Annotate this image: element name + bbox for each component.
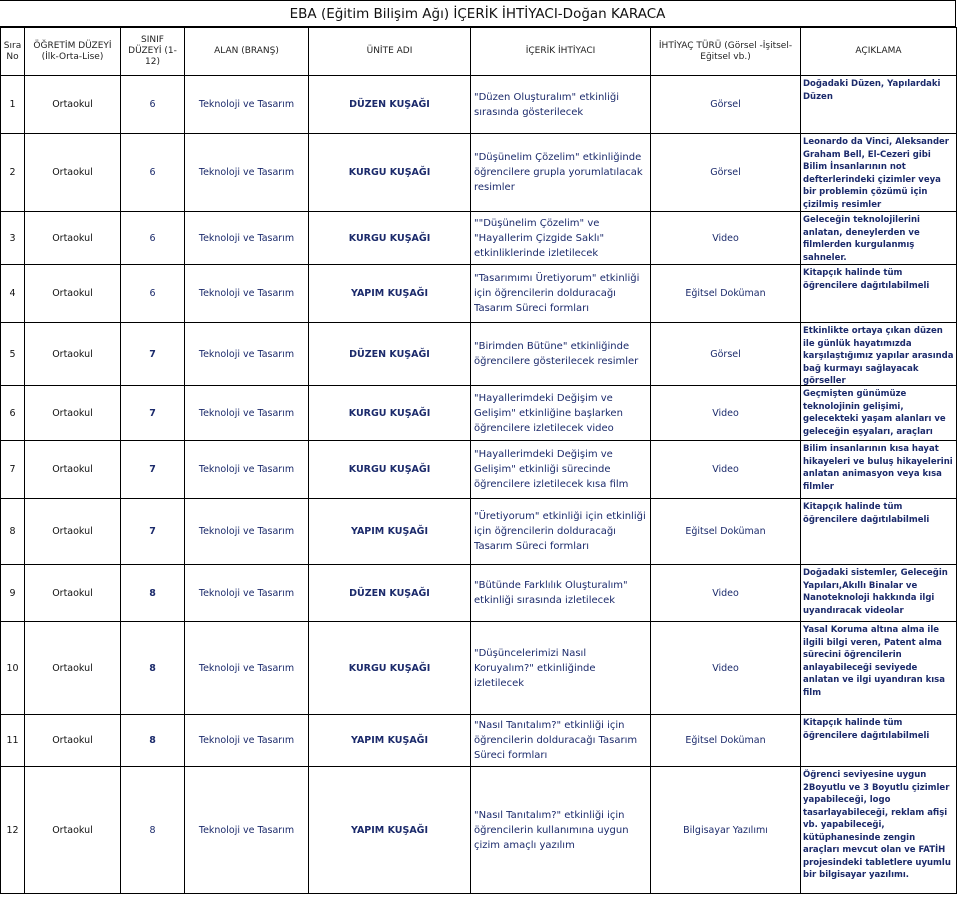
- table-row: [1, 212, 957, 265]
- cell-icerik-ihtiyaci-text: "Düşünelim Çözelim" etkinliğinde öğrencilere grupla yorumlatılacak resimler: [474, 152, 643, 193]
- cell-ihtiyac-turu: [651, 441, 801, 499]
- cell-unite-adi: [309, 622, 471, 715]
- cell-ogretim-duzeyi-text: Ortaokul: [52, 824, 93, 836]
- cell-ihtiyac-turu: [651, 767, 801, 894]
- cell-icerik-ihtiyaci-text: "Nasıl Tanıtalım?" etkinliği için öğrencilerin dolduracağı Tasarım Süreci formları: [474, 720, 638, 761]
- cell-sira-no-text: 10: [6, 662, 19, 674]
- cell-icerik-ihtiyaci: [471, 212, 651, 265]
- cell-sinif-duzeyi: [121, 265, 185, 323]
- cell-alan-text: Teknoloji ve Tasarım: [198, 526, 295, 537]
- header-aciklama: AÇIKLAMA: [801, 28, 957, 76]
- cell-unite-adi: [309, 499, 471, 565]
- cell-aciklama-text: Doğadaki sistemler, Geleceğin Yapıları,Akıllı Binalar ve Nanoteknoloji hakkında ilgi uyandıracak videolar: [803, 568, 948, 616]
- cell-sira-no: [1, 767, 25, 894]
- cell-icerik-ihtiyaci: [471, 715, 651, 767]
- cell-aciklama: [801, 134, 957, 212]
- cell-unite-adi: [309, 212, 471, 265]
- content-needs-table: [0, 27, 957, 894]
- table-row: [1, 622, 957, 715]
- cell-aciklama-text: Geçmişten günümüze teknolojinin gelişimi, gelecekteki yaşam alanları ve geleceğin eşyaları, araçları: [803, 389, 946, 437]
- table-row: [1, 715, 957, 767]
- cell-alan-text: Teknoloji ve Tasarım: [198, 288, 295, 299]
- cell-alan-text: Teknoloji ve Tasarım: [198, 662, 295, 674]
- cell-unite-adi: [309, 76, 471, 134]
- cell-sira-no: [1, 441, 25, 499]
- cell-alan-text: Teknoloji ve Tasarım: [198, 824, 295, 836]
- header-sira-no: Sıra No: [1, 28, 25, 76]
- cell-ogretim-duzeyi: [25, 134, 121, 212]
- cell-alan: [185, 622, 309, 715]
- cell-unite-adi-text: KURGU KUŞAĞI: [348, 232, 431, 244]
- cell-sira-no: [1, 212, 25, 265]
- cell-sinif-duzeyi-text: 8: [149, 662, 156, 674]
- cell-ogretim-duzeyi-text: Ortaokul: [52, 232, 93, 244]
- cell-alan-text: Teknoloji ve Tasarım: [198, 407, 295, 419]
- table-row: [1, 565, 957, 622]
- table-row: [1, 76, 957, 134]
- header-row: [1, 28, 957, 76]
- cell-icerik-ihtiyaci-text: ""Düşünelim Çözelim" ve "Hayallerim Çizgide Saklı" etkinliklerinde izletilecek: [474, 217, 605, 259]
- cell-alan-text: Teknoloji ve Tasarım: [198, 735, 295, 746]
- cell-ogretim-duzeyi-text: Ortaokul: [52, 288, 93, 299]
- cell-ogretim-duzeyi: [25, 323, 121, 386]
- cell-alan: [185, 265, 309, 323]
- table-row: [1, 767, 957, 894]
- cell-ogretim-duzeyi: [25, 265, 121, 323]
- cell-sinif-duzeyi: [121, 76, 185, 134]
- table-row: [1, 265, 957, 323]
- cell-sira-no: [1, 323, 25, 386]
- cell-unite-adi-text: YAPIM KUŞAĞI: [350, 824, 429, 836]
- cell-sinif-duzeyi: [121, 212, 185, 265]
- cell-ihtiyac-turu: [651, 134, 801, 212]
- cell-icerik-ihtiyaci: [471, 386, 651, 441]
- cell-sinif-duzeyi: [121, 715, 185, 767]
- cell-alan: [185, 441, 309, 499]
- cell-unite-adi-text: DÜZEN KUŞAĞI: [349, 348, 430, 360]
- cell-ogretim-duzeyi-text: Ortaokul: [52, 662, 93, 674]
- cell-sira-no-text: 8: [9, 526, 16, 537]
- cell-unite-adi: [309, 265, 471, 323]
- cell-unite-adi-text: KURGU KUŞAĞI: [348, 407, 431, 419]
- cell-sinif-duzeyi-text: 7: [149, 526, 156, 537]
- cell-sinif-duzeyi-text: 8: [149, 735, 156, 746]
- cell-ihtiyac-turu: [651, 565, 801, 622]
- cell-alan-text: Teknoloji ve Tasarım: [198, 99, 295, 110]
- cell-sira-no: [1, 76, 25, 134]
- cell-sinif-duzeyi-text: 6: [149, 167, 156, 178]
- table-row: [1, 386, 957, 441]
- cell-aciklama-text: Bilim insanlarının kısa hayat hikayeleri ve buluş hikayelerini anlatan animasyon veya kısa filmler: [803, 444, 953, 492]
- cell-ogretim-duzeyi-text: Ortaokul: [52, 464, 93, 475]
- cell-ogretim-duzeyi: [25, 212, 121, 265]
- cell-ihtiyac-turu-text: Video: [712, 407, 739, 419]
- cell-icerik-ihtiyaci-text: "Nasıl Tanıtalım?" etkinliği için öğrencilerin kullanımına uygun çizim amaçlı yazılım: [474, 809, 629, 851]
- cell-aciklama-text: Kitapçık halinde tüm öğrencilere dağıtılabilmeli: [803, 502, 930, 525]
- sheet-title: EBA (Eğitim Bilişim Ağı) İÇERİK İHTİYACI-Doğan KARACA: [0, 0, 956, 27]
- header-alan: ALAN (BRANŞ): [185, 28, 309, 76]
- cell-ihtiyac-turu: [651, 622, 801, 715]
- cell-ihtiyac-turu: [651, 715, 801, 767]
- cell-ihtiyac-turu-text: Görsel: [710, 99, 741, 110]
- cell-unite-adi-text: KURGU KUŞAĞI: [348, 464, 431, 475]
- cell-alan-text: Teknoloji ve Tasarım: [198, 587, 295, 599]
- cell-ihtiyac-turu-text: Video: [712, 464, 739, 475]
- cell-alan: [185, 565, 309, 622]
- cell-ogretim-duzeyi-text: Ortaokul: [52, 587, 93, 599]
- cell-unite-adi-text: YAPIM KUŞAĞI: [350, 735, 429, 746]
- cell-icerik-ihtiyaci-text: "Düzen Oluşturalım" etkinliği sırasında gösterilecek: [474, 91, 619, 118]
- cell-ihtiyac-turu: [651, 212, 801, 265]
- cell-alan-text: Teknoloji ve Tasarım: [198, 232, 295, 244]
- cell-sinif-duzeyi: [121, 622, 185, 715]
- cell-alan-text: Teknoloji ve Tasarım: [198, 464, 295, 475]
- cell-icerik-ihtiyaci-text: "Bütünde Farklılık Oluşturalım" etkinliği sırasında izletilecek: [474, 580, 628, 606]
- cell-unite-adi: [309, 715, 471, 767]
- cell-ihtiyac-turu-text: Eğitsel Doküman: [685, 288, 766, 299]
- cell-unite-adi: [309, 565, 471, 622]
- cell-sinif-duzeyi: [121, 767, 185, 894]
- cell-aciklama: [801, 265, 957, 323]
- cell-sira-no-text: 5: [9, 348, 16, 360]
- cell-aciklama: [801, 767, 957, 894]
- cell-aciklama-text: Öğrenci seviyesine uygun 2Boyutlu ve 3 Boyutlu çizimler yapabileceği, logo tasarlayabileceği, reklam afişi vb. yapabileceği, kütüphanesinde zengin araçları mevcut olan ve FATİH projesindeki tabletlere uyumlu bir bilgisayar yazılımı.: [803, 770, 951, 880]
- cell-aciklama: [801, 323, 957, 386]
- cell-aciklama-text: Geleceğin teknolojilerini anlatan, deneylerden ve filmlerden kurgulanmış sahneler.: [803, 215, 920, 263]
- table-row: [1, 134, 957, 212]
- cell-sira-no-text: 12: [6, 824, 19, 836]
- cell-alan: [185, 499, 309, 565]
- cell-icerik-ihtiyaci-text: "Üretiyorum" etkinliği için etkinliği için öğrencilerin dolduracağı Tasarım Süreci formları: [474, 511, 646, 552]
- cell-sira-no: [1, 134, 25, 212]
- cell-sira-no-text: 7: [9, 464, 16, 475]
- cell-unite-adi: [309, 134, 471, 212]
- cell-icerik-ihtiyaci-text: "Tasarımımı Üretiyorum" etkinliği için öğrencilerin dolduracağı Tasarım Süreci formları: [474, 273, 640, 314]
- cell-aciklama: [801, 499, 957, 565]
- cell-sinif-duzeyi-text: 7: [149, 348, 156, 360]
- cell-icerik-ihtiyaci: [471, 622, 651, 715]
- cell-ihtiyac-turu-text: Görsel: [710, 348, 741, 360]
- cell-sinif-duzeyi: [121, 323, 185, 386]
- cell-ihtiyac-turu-text: Eğitsel Doküman: [685, 735, 766, 746]
- cell-icerik-ihtiyaci: [471, 499, 651, 565]
- cell-sira-no: [1, 565, 25, 622]
- cell-unite-adi: [309, 767, 471, 894]
- cell-icerik-ihtiyaci-text: "Hayallerimdeki Değişim ve Gelişim" etkinliğine başlarken öğrencilere izletilecek video: [474, 392, 623, 434]
- cell-ihtiyac-turu-text: Görsel: [710, 167, 741, 178]
- cell-sinif-duzeyi-text: 6: [149, 288, 156, 299]
- cell-sira-no-text: 3: [9, 232, 16, 244]
- cell-ihtiyac-turu: [651, 76, 801, 134]
- header-unite-adi: ÜNİTE ADI: [309, 28, 471, 76]
- cell-aciklama: [801, 76, 957, 134]
- cell-sinif-duzeyi-text: 6: [149, 99, 156, 110]
- cell-ihtiyac-turu-text: Bilgisayar Yazılımı: [683, 824, 768, 836]
- cell-sinif-duzeyi-text: 8: [149, 587, 156, 599]
- cell-sinif-duzeyi-text: 6: [149, 232, 156, 244]
- cell-unite-adi: [309, 386, 471, 441]
- cell-aciklama-text: Yasal Koruma altına alma ile ilgili bilgi veren, Patent alma sürecini öğrencilerin anlayabileceği seviyede anlatan ve ilgi uyandıran kısa film: [803, 625, 945, 698]
- cell-alan: [185, 212, 309, 265]
- header-icerik-ihtiyaci: İÇERİK İHTİYACI: [471, 28, 651, 76]
- cell-sira-no: [1, 386, 25, 441]
- cell-sira-no: [1, 715, 25, 767]
- cell-ogretim-duzeyi-text: Ortaokul: [52, 348, 93, 360]
- cell-aciklama: [801, 441, 957, 499]
- cell-aciklama: [801, 715, 957, 767]
- cell-ogretim-duzeyi: [25, 622, 121, 715]
- cell-unite-adi: [309, 323, 471, 386]
- cell-ihtiyac-turu: [651, 323, 801, 386]
- cell-unite-adi: [309, 441, 471, 499]
- cell-sira-no: [1, 265, 25, 323]
- header-ihtiyac-turu: İHTİYAÇ TÜRÜ (Görsel -İşitsel- Eğitsel vb.): [651, 28, 801, 76]
- cell-alan: [185, 767, 309, 894]
- cell-alan-text: Teknoloji ve Tasarım: [198, 167, 295, 178]
- cell-ihtiyac-turu: [651, 265, 801, 323]
- cell-sinif-duzeyi: [121, 386, 185, 441]
- cell-ihtiyac-turu-text: Video: [712, 587, 739, 599]
- cell-icerik-ihtiyaci-text: "Hayallerimdeki Değişim ve Gelişim" etkinliği sürecinde öğrencilere izletilecek kısa film: [474, 449, 629, 490]
- cell-sinif-duzeyi: [121, 565, 185, 622]
- cell-aciklama-text: Kitapçık halinde tüm öğrencilere dağıtılabilmeli: [803, 718, 930, 741]
- table-row: [1, 499, 957, 565]
- cell-alan: [185, 323, 309, 386]
- cell-icerik-ihtiyaci-text: "Birimden Bütüne" etkinliğinde öğrencilere gösterilecek resimler: [474, 341, 639, 367]
- cell-aciklama-text: Doğadaki Düzen, Yapılardaki Düzen: [803, 79, 941, 102]
- cell-aciklama: [801, 212, 957, 265]
- cell-ogretim-duzeyi: [25, 76, 121, 134]
- cell-ogretim-duzeyi-text: Ortaokul: [52, 526, 93, 537]
- cell-unite-adi-text: YAPIM KUŞAĞI: [350, 526, 429, 537]
- cell-alan: [185, 715, 309, 767]
- cell-aciklama: [801, 386, 957, 441]
- cell-ogretim-duzeyi: [25, 441, 121, 499]
- cell-aciklama: [801, 565, 957, 622]
- cell-sira-no: [1, 499, 25, 565]
- cell-sira-no-text: 11: [6, 735, 19, 746]
- cell-alan-text: Teknoloji ve Tasarım: [198, 348, 295, 360]
- cell-ihtiyac-turu: [651, 386, 801, 441]
- cell-sira-no-text: 2: [9, 167, 16, 178]
- cell-sira-no-text: 4: [9, 288, 16, 299]
- cell-icerik-ihtiyaci: [471, 767, 651, 894]
- cell-aciklama-text: Etkinlikte ortaya çıkan düzen ile günlük hayatımızda karşılaştığımız yapılar arasında bağ kurmayı sağlayacak görseller: [803, 326, 954, 385]
- cell-alan: [185, 76, 309, 134]
- cell-unite-adi-text: DÜZEN KUŞAĞI: [349, 99, 430, 110]
- cell-aciklama-text: Leonardo da Vinci, Aleksander Graham Bell, El-Cezeri gibi Bilim İnsanlarının not defterlerindeki çizimler veya bir problemin çözümü için çizilmiş resimler: [803, 137, 949, 210]
- cell-alan: [185, 386, 309, 441]
- cell-aciklama-text: Kitapçık halinde tüm öğrencilere dağıtılabilmeli: [803, 268, 930, 291]
- cell-ogretim-duzeyi-text: Ortaokul: [52, 99, 93, 110]
- cell-ihtiyac-turu: [651, 499, 801, 565]
- cell-sinif-duzeyi-text: 8: [149, 824, 156, 836]
- cell-icerik-ihtiyaci: [471, 441, 651, 499]
- cell-aciklama: [801, 622, 957, 715]
- cell-ihtiyac-turu-text: Video: [712, 232, 739, 244]
- cell-sinif-duzeyi-text: 7: [149, 464, 156, 475]
- cell-ogretim-duzeyi-text: Ortaokul: [52, 407, 93, 419]
- cell-sinif-duzeyi: [121, 499, 185, 565]
- cell-sira-no-text: 6: [9, 407, 16, 419]
- cell-sinif-duzeyi: [121, 134, 185, 212]
- cell-ogretim-duzeyi: [25, 386, 121, 441]
- cell-icerik-ihtiyaci: [471, 565, 651, 622]
- cell-ogretim-duzeyi-text: Ortaokul: [52, 167, 93, 178]
- cell-sira-no-text: 1: [9, 99, 16, 110]
- cell-sira-no-text: 9: [9, 587, 16, 599]
- cell-sira-no: [1, 622, 25, 715]
- cell-sinif-duzeyi-text: 7: [149, 407, 156, 419]
- cell-alan: [185, 134, 309, 212]
- cell-icerik-ihtiyaci: [471, 134, 651, 212]
- cell-ihtiyac-turu-text: Video: [712, 662, 739, 674]
- table-row: [1, 323, 957, 386]
- cell-icerik-ihtiyaci: [471, 265, 651, 323]
- table-row: [1, 441, 957, 499]
- cell-icerik-ihtiyaci: [471, 76, 651, 134]
- cell-ogretim-duzeyi: [25, 767, 121, 894]
- header-ogretim-duzeyi: ÖĞRETİM DÜZEYİ (İlk-Orta-Lise): [25, 28, 121, 76]
- cell-unite-adi-text: YAPIM KUŞAĞI: [350, 288, 429, 299]
- cell-icerik-ihtiyaci: [471, 323, 651, 386]
- cell-sinif-duzeyi: [121, 441, 185, 499]
- cell-ogretim-duzeyi-text: Ortaokul: [52, 735, 93, 746]
- cell-icerik-ihtiyaci-text: "Düşüncelerimizi Nasıl Koruyalım?" etkinliğinde izletilecek: [474, 647, 596, 689]
- cell-unite-adi-text: KURGU KUŞAĞI: [348, 167, 431, 178]
- header-sinif-duzeyi: SINIF DÜZEYİ (1-12): [121, 28, 185, 76]
- cell-unite-adi-text: KURGU KUŞAĞI: [348, 662, 431, 674]
- cell-ihtiyac-turu-text: Eğitsel Doküman: [685, 526, 766, 537]
- cell-ogretim-duzeyi: [25, 499, 121, 565]
- cell-ogretim-duzeyi: [25, 715, 121, 767]
- cell-ogretim-duzeyi: [25, 565, 121, 622]
- cell-unite-adi-text: DÜZEN KUŞAĞI: [349, 587, 430, 599]
